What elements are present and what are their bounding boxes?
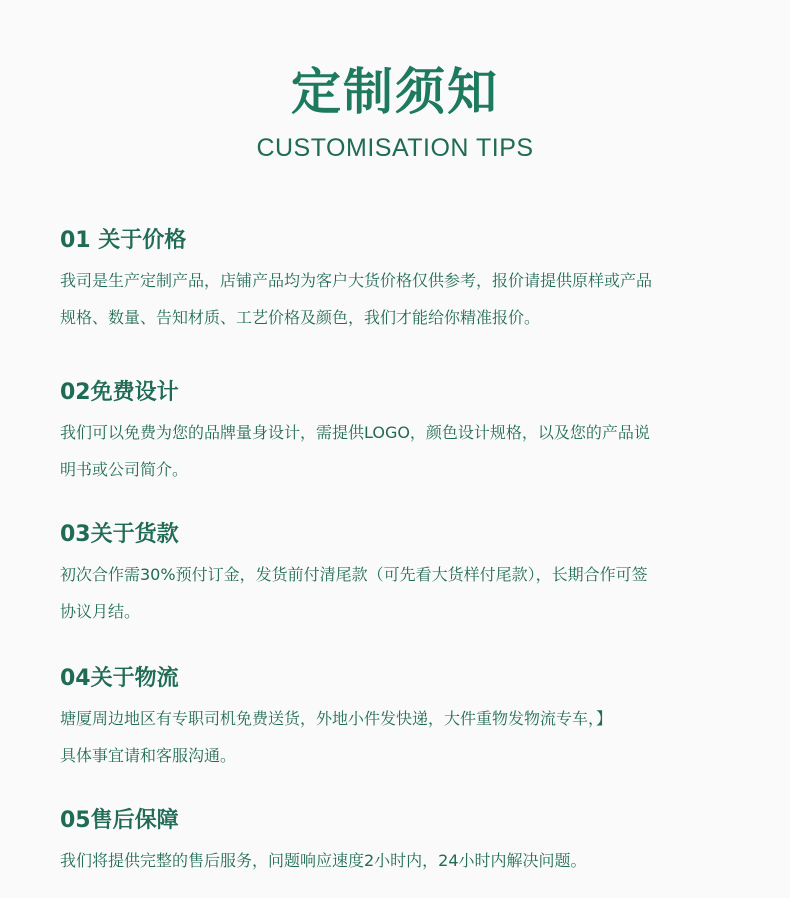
section-free-design [60, 378, 750, 488]
section-text-line: 具体事宜请和客服沟通。 [60, 746, 237, 765]
section-logistics [60, 664, 750, 774]
section-after-sales [60, 806, 750, 879]
section-text-line: 规格、数量、告知材质、工艺价格及颜色，我们才能给你精准报价。 [60, 308, 541, 327]
section-body [60, 262, 750, 336]
section-pricing [60, 226, 750, 336]
section-text-line: 明书或公司简介。 [60, 460, 189, 479]
section-text-line: 初次合作需30%预付订金，发货前付清尾款（可先看大货样付尾款），长期合作可签 [60, 565, 648, 584]
section-text-line: 我们可以免费为您的品牌量身设计，需提供LOGO，颜色设计规格，以及您的产品说 [60, 423, 650, 442]
section-body [60, 556, 750, 630]
section-title: 05售后保障 [60, 808, 179, 833]
section-body [60, 842, 750, 879]
section-payment [60, 520, 750, 630]
section-body [60, 700, 750, 774]
section-title: 03关于货款 [60, 522, 179, 547]
page-header [0, 58, 790, 164]
section-title: 02免费设计 [60, 380, 179, 405]
section-text-line: 协议月结。 [60, 602, 141, 621]
section-title: 01 关于价格 [60, 228, 187, 253]
section-body [60, 414, 750, 488]
section-text-line: 我司是生产定制产品，店铺产品均为客户大货价格仅供参考，报价请提供原样或产品 [60, 271, 653, 290]
page-title: 定制须知 [291, 63, 499, 121]
section-text-line: 我们将提供完整的售后服务，问题响应速度2小时内，24小时内解决问题。 [60, 851, 587, 870]
page-subtitle: CUSTOMISATION TIPS [256, 134, 534, 162]
section-text-line: 塘厦周边地区有专职司机免费送货，外地小件发快递，大件重物发物流专车，】 [60, 709, 613, 728]
section-title: 04关于物流 [60, 666, 179, 691]
